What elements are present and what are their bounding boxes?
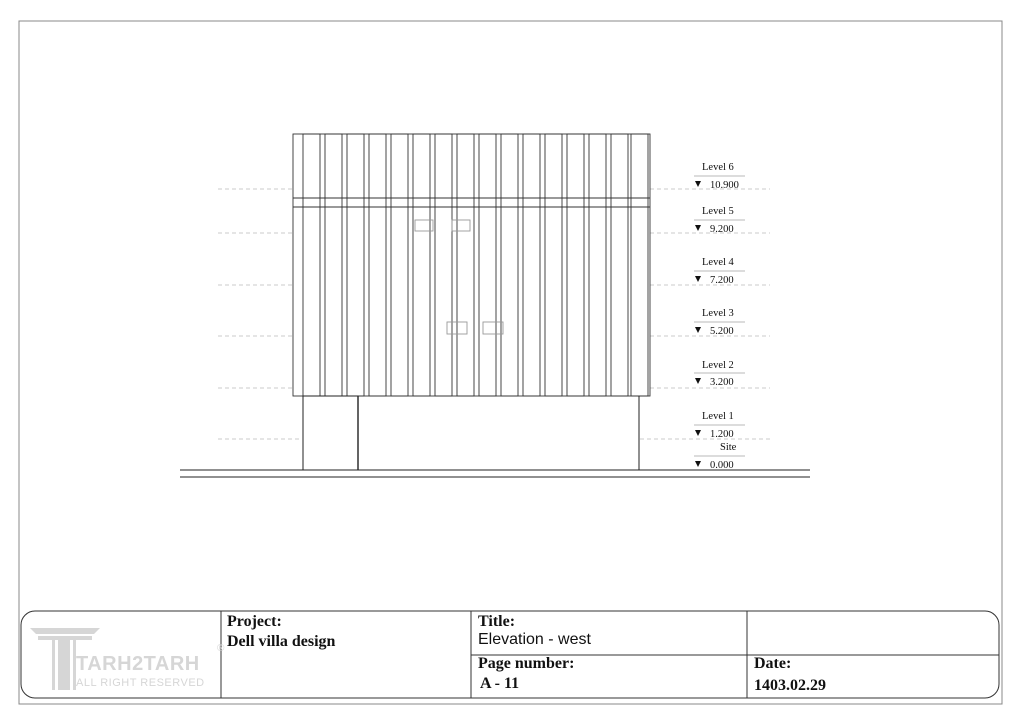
facade-fin [589, 134, 606, 396]
level-label: Level 6 [702, 162, 734, 173]
project-label: Project: [227, 613, 282, 630]
facade-fin [631, 134, 648, 396]
sheet-border [19, 21, 1002, 704]
facade-fin [369, 134, 386, 396]
level-label: Level 2 [702, 360, 734, 371]
logo-name: TARH2TARH [76, 653, 200, 675]
facade-fin [567, 134, 584, 396]
entrance-block [303, 396, 358, 470]
facade-outline [293, 134, 650, 396]
facade-fin [545, 134, 562, 396]
page-number-value: A - 11 [480, 675, 520, 692]
ground-floor [303, 396, 639, 470]
level-value: 5.200 [710, 326, 734, 337]
level-value: 10.900 [710, 180, 739, 191]
level-value: 3.200 [710, 377, 734, 388]
facade-fin [523, 134, 540, 396]
project-value: Dell villa design [227, 633, 336, 650]
facade-fin [325, 134, 342, 396]
level-triangle-icon [695, 430, 701, 436]
level-value: 1.200 [710, 429, 734, 440]
level-triangle-icon [695, 461, 701, 467]
facade-fin [479, 134, 496, 396]
ground-line [180, 470, 810, 477]
level-triangle-icon [695, 327, 701, 333]
level-value: 0.000 [710, 460, 734, 471]
page-number-label: Page number: [478, 655, 575, 672]
level-triangle-icon [695, 276, 701, 282]
level-value: 9.200 [710, 224, 734, 235]
level-guide-lines [218, 189, 770, 439]
facade-fin [391, 134, 408, 396]
level-label: Level 5 [702, 206, 734, 217]
facade-fin [457, 134, 474, 396]
facade-fin [413, 134, 430, 396]
window-hint [483, 322, 503, 334]
level-label: Level 4 [702, 257, 734, 268]
title-label: Title: [478, 613, 516, 630]
level-markers [694, 162, 745, 471]
window-hint [452, 220, 470, 231]
level-label: Level 1 [702, 411, 734, 422]
date-label: Date: [754, 655, 792, 672]
vertical-fins [303, 134, 648, 396]
level-triangle-icon [695, 225, 701, 231]
facade-fin [435, 134, 452, 396]
facade-fin [347, 134, 364, 396]
level-triangle-icon [695, 181, 701, 187]
level-value: 7.200 [710, 275, 734, 286]
title-value: Elevation - west [478, 631, 591, 648]
level-triangle-icon [695, 378, 701, 384]
facade-fin [611, 134, 628, 396]
facade-fin [303, 134, 320, 396]
level-label: Site [720, 442, 737, 453]
registered-mark: ® [217, 643, 225, 654]
date-value: 1403.02.29 [754, 677, 826, 694]
facade-fin [501, 134, 518, 396]
level-label: Level 3 [702, 308, 734, 319]
logo-tagline: ALL RIGHT RESERVED [76, 677, 205, 689]
building-facade [293, 134, 650, 396]
